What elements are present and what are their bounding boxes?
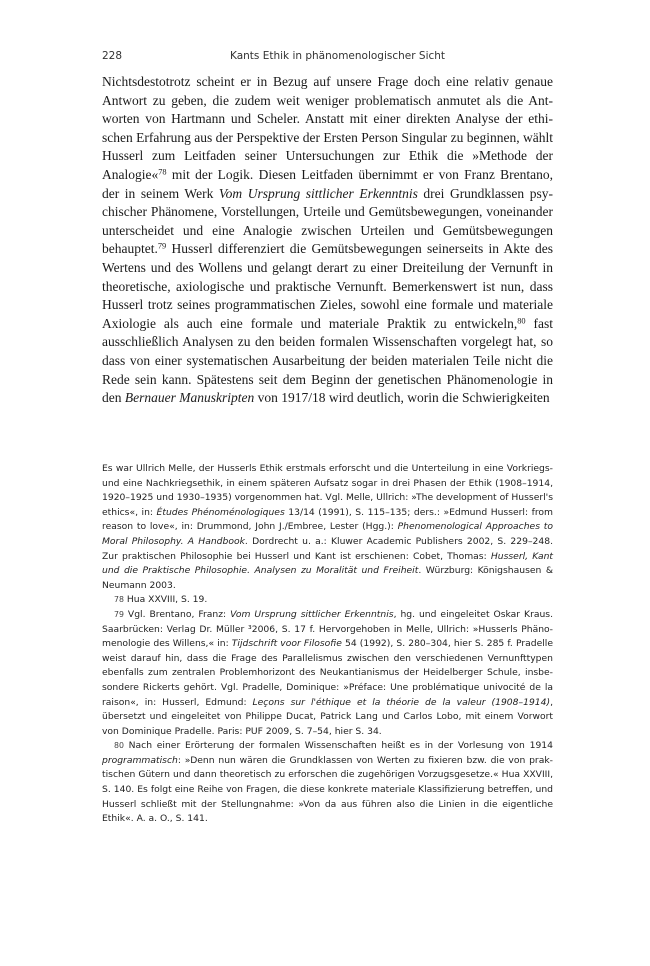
running-header [102, 50, 552, 66]
text-span: Es war Ullrich Melle, der Husserls Ethik erstmals erforscht und die Unterteilung in eine Vorkriegs- und eine Nachkriegsethik, in einem späteren Aufsatz sogar in drei Phasen der Ethik (1908–1914, 1920–1925 und 1930–1935) vorgenommen hat. Vgl. Melle, Ullrich: »The development of Husserl's ethics«, in: [102, 463, 553, 518]
text-span: , übersetzt und eingeleitet von Philippe Ducat, Patrick Lang und Carlos Lobo, mit einem Vorwort von Dominique Pradelle. Paris: PUF 2009, S. 7–54, hier S. 34. [102, 696, 553, 737]
text-span: Husserl differenziert die Gemütsbewegungen seinerseits in Akte des Wertens und des Wollens und gelangt derart zu einer Dreiteilung der Vernunft in theoretische, axiologische und praktische Vernunft. Bemerkenswert ist nun, dass Husserl trotz seines programmatischen Zieles, sowohl eine formale und materiale Axiologie als auch eine formale und materiale Praktik zu entwickeln, [102, 241, 553, 331]
work-title: Vom Ursprung sittlicher Erkenntnis [230, 608, 394, 620]
text-span: Hua XXVIII, S. 19. [123, 594, 208, 606]
footnote-continuation [102, 462, 553, 593]
text-span: Nach einer Erörterung der formalen Wissenschaften heißt es in der Vorlesung von 1914 [123, 740, 553, 752]
work-title: Phenomenological Approaches to Moral Philosophy. A Handbook [102, 521, 553, 547]
text-span: mit der Logik. Diesen Leitfaden übernimmt er von Franz Brentano, der in seinem Werk [102, 166, 553, 201]
work-title: Leçons sur l'éthique et la théorie de la valeur (1908–1914) [252, 696, 551, 708]
footnote-79 [102, 608, 553, 739]
text-span: . Dordrecht u. a.: Kluwer Academic Publishers 2002, S. 229–248. Zur praktischen Philosophie bei Husserl und Kant ist erschienen: Cobet, Thomas: [102, 535, 553, 562]
footnote-ref-80[interactable]: 80 [517, 316, 526, 326]
work-title: Vom Ursprung sittlicher Erkenntnis [218, 185, 418, 201]
footnote-number: 78 [114, 595, 124, 605]
footnote-80 [102, 739, 553, 827]
emphasis: programmatisch [102, 754, 178, 766]
text-span: , hg. und eingeleitet Oskar Kraus. Saarbrücken: Verlag Dr. Müller ³2006, S. 17 f. Hervorgehoben in Melle, Ullrich: »Husserls Phänomenologie des Willens,« in: [102, 608, 554, 650]
running-title: Kants Ethik in phänomenologischer Sicht [230, 50, 446, 62]
work-title: Études Phénoménologiques [156, 506, 285, 518]
work-title: Tijdschrift voor Filosofie [231, 638, 342, 650]
text-span: von 1917/18 wird deutlich, worin die Schwierigkeiten [254, 390, 550, 406]
main-text [102, 73, 553, 408]
footnote-number: 79 [114, 609, 124, 619]
footnote-78 [102, 593, 553, 608]
text-span: 54 (1992), S. 280–304, hier S. 285 f. Pradelle weist darauf hin, dass die Frage des Parallelismus zwischen den verschiedenen Vernunfttypen ebenfalls zum zentralen Problemhorizont des Neukantianismus der Heidelberger Schule, insbesondere Rickerts gehört. Vgl. Pradelle, Dominique: »Préface: Une problématique univocité de la raison«, in: Husserl, Edmund: [102, 638, 553, 708]
text-span: 13/14 (1991), S. 115–135; ders.: »Edmund Husserl: from reason to love«, in: Drummond, John J./Embree, Lester (Hgg.): [102, 506, 553, 533]
body-paragraph [102, 73, 553, 408]
footnote-ref-79[interactable]: 79 [157, 241, 167, 251]
work-title: Bernauer Manuskripten [124, 390, 255, 406]
footnote-ref-78[interactable]: 78 [158, 167, 167, 177]
text-span: . Würzburg: Königshausen & Neumann 2003. [102, 565, 553, 591]
footnote-number: 80 [114, 741, 124, 751]
footnotes [102, 462, 553, 827]
text-span: : »Denn nun wären die Grundklassen von Werten zu fixieren bzw. die von praktischen Gütern und dann theoretisch zu erforschen die zugehörigen Vorzugsgesetze.« Hua XXVIII, S. 140. Es folgt eine Reihe von Fragen, die diese konkrete materiale Klassifizierung betreffen, und Husserl schließt mit der Stellungnahme: »Von da aus führen also die Linien in die eigentliche Ethik«. A. a. O., S. 141. [102, 754, 553, 825]
text-span: Nichtsdestotrotz scheint er in Bezug auf unsere Frage doch eine relativ genaue Antwort zu geben, die zudem weit weniger problematisch anmutet als die Antworten von Hartmann und Scheler. Anstatt mit einer direkten Analyse der ethischen Erfahrung aus der Perspektive der Ersten Person Singular zu beginnen, wählt Husserl zum Leitfaden seiner Untersuchungen zur Ethik die »Methode der Analogie« [102, 74, 553, 182]
page-number: 228 [102, 50, 123, 62]
text-span: fast ausschließlich Analysen zu den beiden formalen Wissenschaften vorgelegt hat, so dass von einer systematischen Ausarbeitung der beiden materialen Teile nicht die Rede sein kann. Spätestens seit dem Beginn der genetischen Phänomenologie in den [102, 315, 553, 406]
text-span: Vgl. Brentano, Franz: [123, 608, 231, 620]
work-title: Husserl, Kant und die Praktische Philosophie. Analysen zu Moralität und Freiheit [102, 550, 554, 577]
text-span: drei Grundklassen psychischer Phänomene, Vorstellungen, Urteile und Gemütsbewegungen, voneinander unterscheidet und eine Analogie zwischen Urteilen und Gemütsbewegungen behauptet. [102, 185, 553, 257]
